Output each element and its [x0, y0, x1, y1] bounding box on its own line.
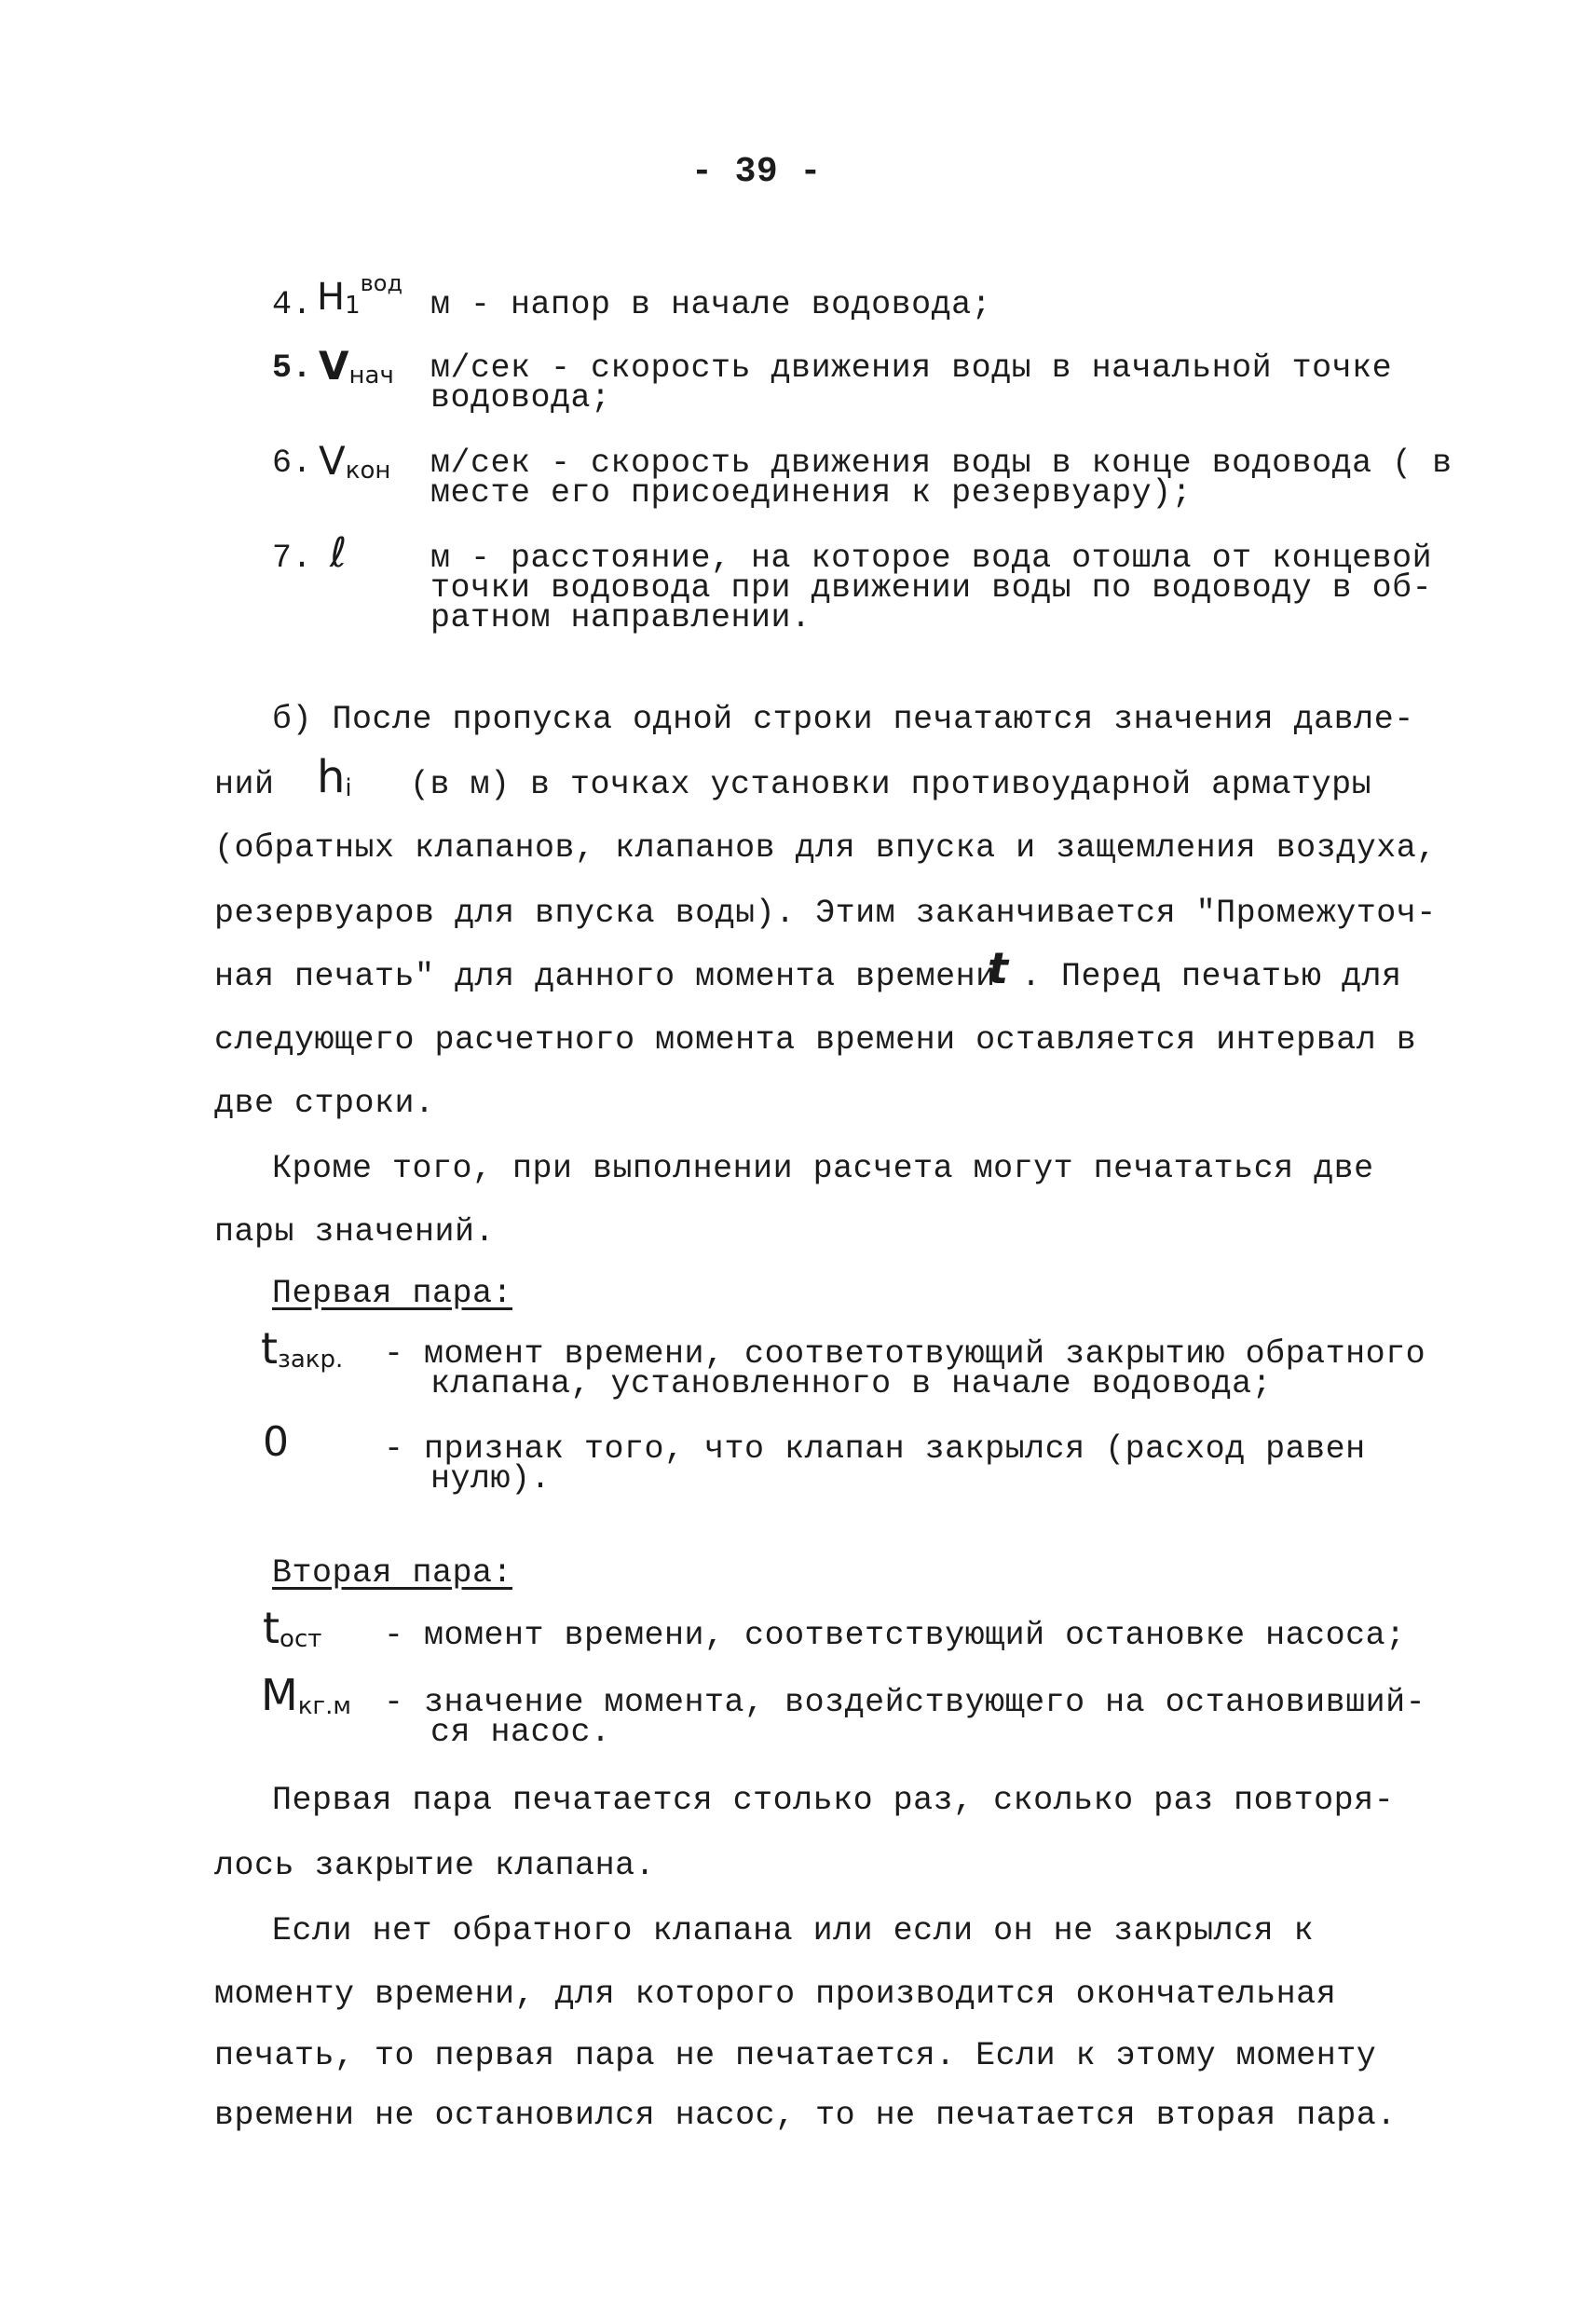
definition-text-line1: м - расстояние, на которое вода отошла от концевой	[430, 540, 1433, 577]
text-line: пары значений.	[214, 1213, 496, 1251]
text-line: резервуаров для впуска воды). Этим заканчивается "Промежуточ-	[214, 895, 1437, 932]
definition-text-line2: точки водовода при движении воды по водоводу в об-	[430, 569, 1433, 607]
definition-text-line1: - момент времени, соответствующий остановке насоса;	[384, 1617, 1406, 1654]
text-line: (в м) в точках установки противоударной арматуры	[410, 766, 1372, 803]
section-heading: Вторая пара:	[272, 1554, 513, 1592]
text-line: Первая пара печатается столько раз, сколько раз повторя-	[272, 1782, 1395, 1819]
text-line: (обратных клапанов, клапанов для впуска и защемления воздуха,	[214, 829, 1437, 867]
symbol-h-vod: $H1^{вод}$	[317, 270, 403, 320]
text-line: времени не остановился насос, то не печатается вторая пара.	[214, 2097, 1397, 2134]
section-heading: Первая пара:	[272, 1275, 513, 1312]
definition-text-line3: ратном направлении.	[430, 599, 812, 636]
definition-text-line2: клапана, установленного в начале водовода;	[430, 1365, 1273, 1402]
text-line: две строки.	[214, 1085, 435, 1122]
definition-text-line1: м/сек - скорость движения воды в начальной точке	[430, 349, 1393, 387]
definition-text: м - напор в начале водовода;	[430, 286, 992, 323]
symbol-m-kgm: Mкг.м	[261, 1670, 351, 1720]
definition-number: 4.	[272, 286, 313, 323]
symbol-l: ℓ	[330, 529, 348, 577]
text-line: . Перед печатью для	[1021, 958, 1402, 995]
definition-text-line2: ся насос.	[430, 1714, 611, 1751]
symbol-v-kon: Vкон	[319, 438, 391, 485]
symbol-t-ost: tост	[263, 1603, 322, 1653]
text-line: ная печать" для данного момента времени	[214, 958, 996, 995]
symbol-zero: 0	[263, 1418, 289, 1466]
text-line: моменту времени, для которого производится окончательная	[214, 1976, 1337, 2013]
definition-text-line2: нулю).	[430, 1460, 552, 1497]
text-line: Кроме того, при выполнении расчета могут печататься две	[272, 1150, 1374, 1187]
text-line: Если нет обратного клапана или если он не закрылся к	[272, 1912, 1315, 1949]
definition-text-line2: месте его присоединения к резервуару);	[430, 474, 1193, 512]
definition-number: 7.	[272, 540, 313, 577]
symbol-v-nach: Vнач	[319, 343, 394, 390]
definition-text-line1: - значение момента, воздействующего на остановивший-	[384, 1684, 1426, 1721]
definition-text-line2: водовода;	[430, 379, 611, 417]
text-line: следующего расчетного момента времени оставляется интервал в	[214, 1021, 1417, 1059]
text-line: б) После пропуска одной строки печатаются значения давле-	[272, 701, 1414, 738]
definition-number: 5.	[272, 349, 313, 387]
definition-text-line1: м/сек - скорость движения воды в конце водовода ( в	[430, 444, 1453, 482]
text-line: ний	[214, 766, 275, 803]
page-number: - 39 -	[691, 152, 822, 192]
symbol-t-zakr: tзакр.	[261, 1323, 344, 1374]
symbol-t: t	[988, 943, 1008, 993]
definition-text-line1: - признак того, что клапан закрылся (расход равен	[384, 1430, 1366, 1468]
symbol-h-i: hi	[317, 751, 352, 803]
definition-text-line1: - момент времени, соответотвующий закрытию обратного	[384, 1335, 1426, 1373]
definition-number: 6.	[272, 444, 313, 482]
text-line: печать, то первая пара не печатается. Если к этому моменту	[214, 2037, 1377, 2074]
text-line: лось закрытие клапана.	[214, 1847, 656, 1884]
